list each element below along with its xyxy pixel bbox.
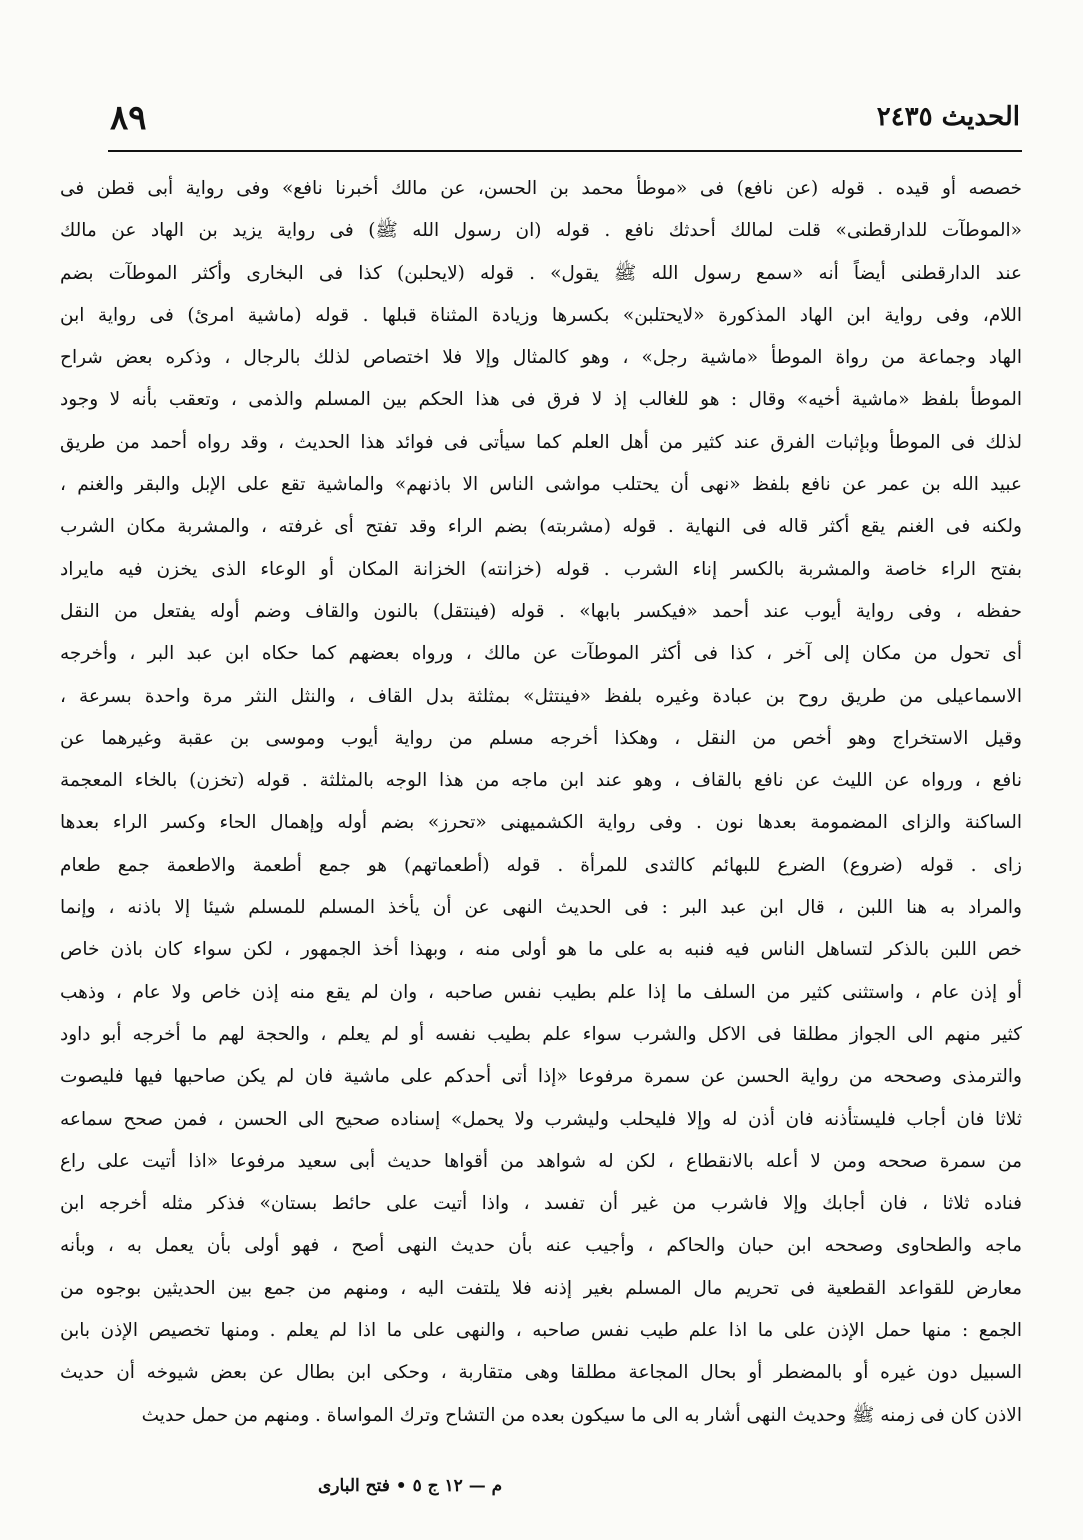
text-line: «الموطآت للدارقطنى» قلت لمالك أحدثك نافع . قوله (ان رسول الله ﷺ) فى رواية يزيد بن الهاد عن مالك [60,220,1022,242]
body-text [60,168,1022,1437]
footer-signature: م — ١٢ ج ٥ • فتح البارى [318,1476,503,1496]
text-line: خصصه أو قيده . قوله (عن نافع) فى «موطأ محمد بن الحسن، عن مالك أخبرنا نافع» وفى رواية أبى قطن فى [60,178,1022,199]
text-line: والترمذى وصححه من رواية الحسن عن سمرة مرفوعا «إذا أتى أحدكم على ماشية فان لم يكن صاحبها فيها فليصوت [60,1066,1022,1088]
text-line: ماجه والطحاوى وصححه ابن حبان والحاكم ، وأجيب عنه بأن حديث النهى أصح ، فهو أولى بأن يعمل به ، وبأنه [60,1235,1022,1257]
text-line: زاى . قوله (ضروع) الضرع للبهائم كالثدى للمرأة . قوله (أطعماتهم) هو جمع أطعمة والاطعمة جمع طعام [60,854,1022,876]
text-line: والمراد به هنا اللبن ، قال ابن عبد البر : فى الحديث النهى عن أن يأخذ المسلم للمسلم شيئا إلا باذنه ، وإنما [60,897,1022,919]
text-line: نافع ، ورواه عن الليث عن نافع بالقاف ، وهو عند ابن ماجه من هذا الوجه بالمثلثة . قوله (تخزن) بالخاء المعجمة [60,770,1022,792]
text-line: معارض للقواعد القطعية فى تحريم مال المسلم بغير إذنه فلا يلتفت اليه ، ومنهم من جمع بين الحديثين بوجوه من [60,1277,1022,1299]
text-line: أو إذن عام ، واستثنى كثير من السلف ما إذا علم بطيب نفس صاحبه ، وان لم يقع منه إذن خاص ولا عام ، وذهب [60,981,1022,1003]
running-title: الحديث ٢٤٣٥ [876,102,1020,132]
text-line: من سمرة صححه ومن لا أعله بالانقطاع ، لكن له شواهد من أقواها حديث أبى سعيد مرفوعا «اذا أتيت على راع [60,1150,1022,1172]
header-rule [108,150,1022,152]
text-line: عبيد الله بن عمر عن نافع بلفظ «نهى أن يحتلب مواشى الناس الا باذنهم» والماشية تقع على الإبل والبقر والغنم ، [60,474,1022,496]
text-line: الاسماعيلى من طريق روح بن عبادة وغيره بلفظ «فينتثل» بمثلثة بدل القاف ، والنثل النثر مرة واحدة بسرعة ، [60,685,1022,707]
page-number: ٨٩ [110,98,147,138]
text-line: فناده ثلاثا ، فان أجابك وإلا فاشرب من غير أن تفسد ، واذا أتيت على حائط بستان» فذكر مثله أخرجه ابن [60,1193,1022,1215]
text-line: حفظه ، وفى رواية أيوب عند أحمد «فيكسر بابها» . قوله (فينتقل) بالنون والقاف وضم أوله يفتعل من النقل [60,600,1022,622]
text-line: السبيل دون غيره أو بالمضطر أو بحال المجاعة مطلقا وهى متقاربة ، وحكى ابن بطال عن بعض شيوخه أن حديث [60,1362,1022,1384]
text-line: الموطأ بلفظ «ماشية أخيه» وقال : هو للغالب إذ لا فرق فى هذا الحكم بين المسلم والذمى ، وتعقب بأنه لا وجود [60,389,1022,411]
text-line: خص اللبن بالذكر لتساهل الناس فيه فنبه به على ما هو أولى منه ، وبهذا أخذ الجمهور ، لكن سواء كان باذن خاص [60,939,1022,961]
text-line: لذلك فى الموطأ وبإثبات الفرق عند كثير من أهل العلم كما سيأتى فى فوائد هذا الحديث ، وقد رواه أحمد من طريق [60,431,1022,453]
text-line: الجمع : منها حمل الإذن على ما اذا علم طيب نفس صاحبه ، والنهى على ما اذا لم يعلم . ومنها تخصيص الإذن بابن [60,1320,1022,1342]
text-line: وقيل الاستخراج وهو أخص من النقل ، وهكذا أخرجه مسلم من رواية أيوب وموسى بن عقبة وغيرهما عن [60,727,1022,749]
text-line: اللام، وفى رواية ابن الهاد المذكورة «لايحتلبن» بكسرها وزيادة المثناة قبلها . قوله (ماشية امرئ) فى رواية ابن [60,304,1022,326]
text-line: الهاد وجماعة من رواة الموطأ «ماشية رجل» ، وهو كالمثال وإلا فلا اختصاص لذلك بالرجال ، وذكره بعض شراح [60,347,1022,369]
text-line: ولكنه فى الغنم يقع أكثر قاله فى النهاية . قوله (مشربته) بضم الراء وقد تفتح أى غرفته ، والمشربة مكان الشرب [60,516,1022,538]
text-line: ثلاثا فان أجاب فليستأذنه فان أذن له وإلا فليحلب وليشرب ولا يحمل» إسناده صحيح الى الحسن ، فمن صحح سماعه [60,1108,1022,1130]
text-line: بفتح الراء خاصة والمشربة بالكسر إناء الشرب . قوله (خزانته) الخزانة المكان أو الوعاء الذى يخزن فيه مايراد [60,558,1022,580]
page-header [110,98,1020,148]
text-line: الساكنة والزاى المضمومة بعدها نون . وفى رواية الكشميهنى «تحرز» بضم أوله وإهمال الحاء وكسر الراء بعدها [60,812,1022,834]
text-line: أى تحول من مكان إلى آخر ، كذا فى أكثر الموطآت عن مالك ، ورواه بعضهم كما حكاه ابن عبد البر ، وأخرجه [60,643,1022,665]
text-line: الاذن كان فى زمنه ﷺ وحديث النهى أشار به الى ما سيكون بعده من التشاح وترك المواساة . ومنهم من حمل حديث [141,1404,1022,1426]
text-line: عند الدارقطنى أيضاً أنه «سمع رسول الله ﷺ يقول» . قوله (لايحلبن) كذا فى البخارى وأكثر الموطآت بضم [60,262,1022,284]
text-line: كثير منهم الى الجواز مطلقا فى الاكل والشرب سواء علم بطيب نفسه أو لم يعلم ، والحجة لهم ما أخرجه أبو داود [60,1023,1022,1045]
